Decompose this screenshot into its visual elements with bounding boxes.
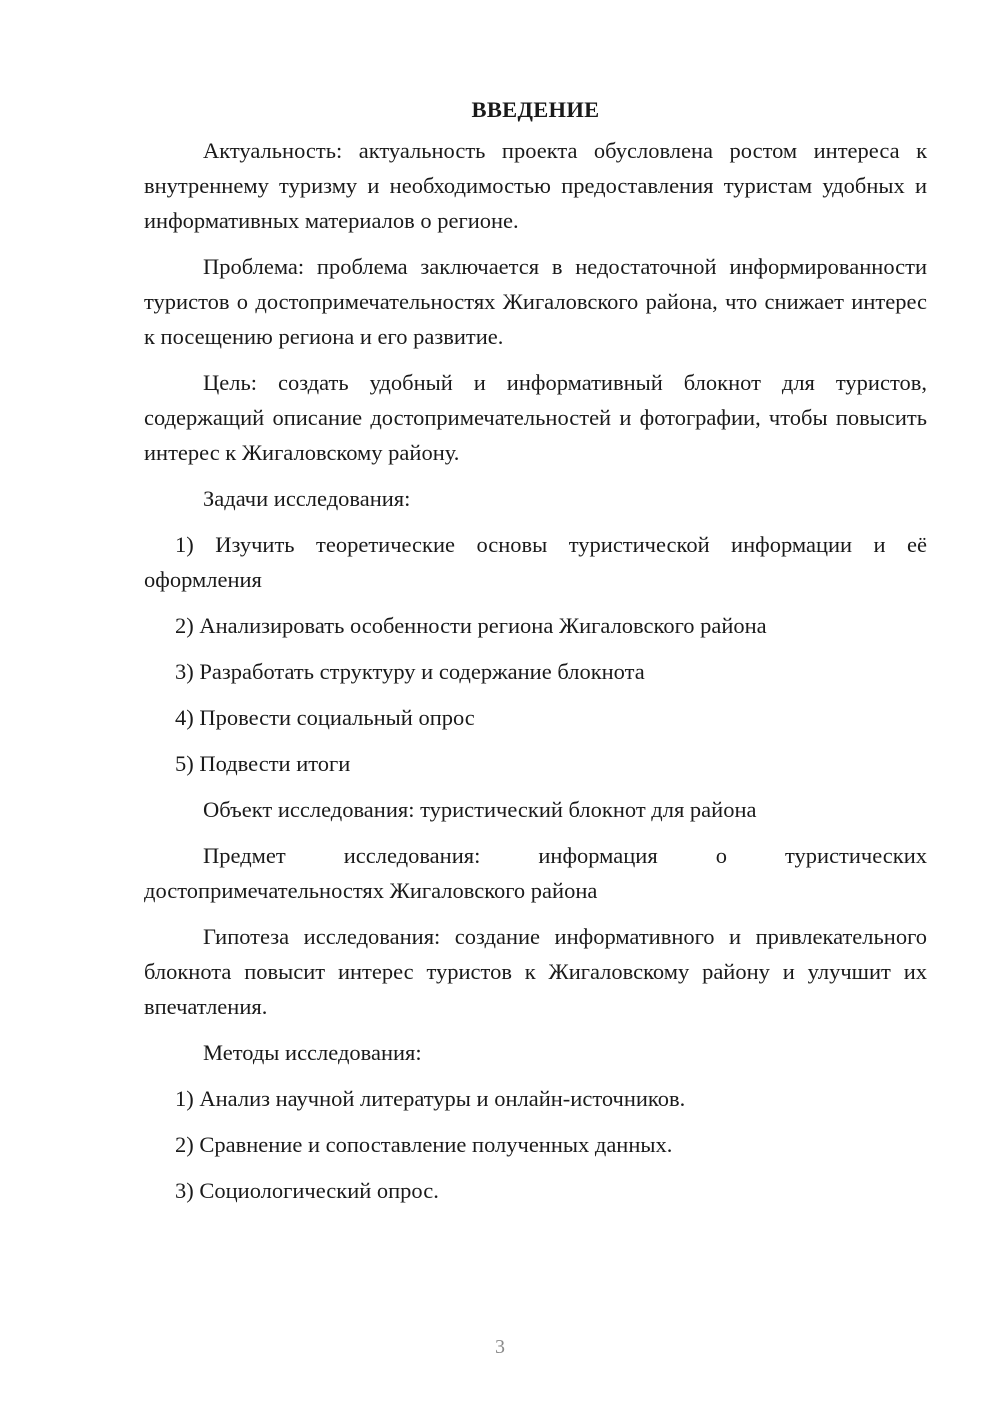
method-item: 1) Анализ научной литературы и онлайн-источников. <box>175 1086 686 1111</box>
paragraph-tasks-title: Задачи исследования: <box>203 486 411 511</box>
method-item: 3) Социологический опрос. <box>175 1178 439 1203</box>
task-item: 1) Изучить теоретические основы туристической информации и её оформления <box>144 532 927 592</box>
page-title: ВВЕДЕНИЕ <box>471 97 600 122</box>
method-item: 2) Сравнение и сопоставление полученных данных. <box>175 1132 673 1157</box>
paragraph-goal: Цель: создать удобный и информативный блокнот для туристов, содержащий описание достопримечательностей и фотографии, чтобы повысить интерес к Жигаловскому району. <box>144 370 927 465</box>
task-item: 4) Провести социальный опрос <box>175 705 475 730</box>
paragraph-subject: Предмет исследования: информация о туристических достопримечательностях Жигаловского района <box>144 843 927 903</box>
paragraph-relevance: Актуальность: актуальность проекта обусловлена ростом интереса к внутреннему туризму и необходимостью предоставления туристам удобных и информативных материалов о регионе. <box>144 138 927 233</box>
task-item: 3) Разработать структуру и содержание блокнота <box>175 659 645 684</box>
paragraph-hypothesis: Гипотеза исследования: создание информативного и привлекательного блокнота повысит интерес туристов к Жигаловскому району и улучшит их впечатления. <box>144 924 927 1019</box>
document-page <box>144 92 927 1219</box>
task-item: 5) Подвести итоги <box>175 751 351 776</box>
page-number: 3 <box>495 1336 505 1358</box>
paragraph-problem: Проблема: проблема заключается в недостаточной информированности туристов о достопримечательностях Жигаловского района, что снижает интерес к посещению региона и его развитие. <box>144 254 927 349</box>
paragraph-methods-title: Методы исследования: <box>203 1040 422 1065</box>
paragraph-object: Объект исследования: туристический блокнот для района <box>203 797 757 822</box>
task-item: 2) Анализировать особенности региона Жигаловского района <box>175 613 767 638</box>
